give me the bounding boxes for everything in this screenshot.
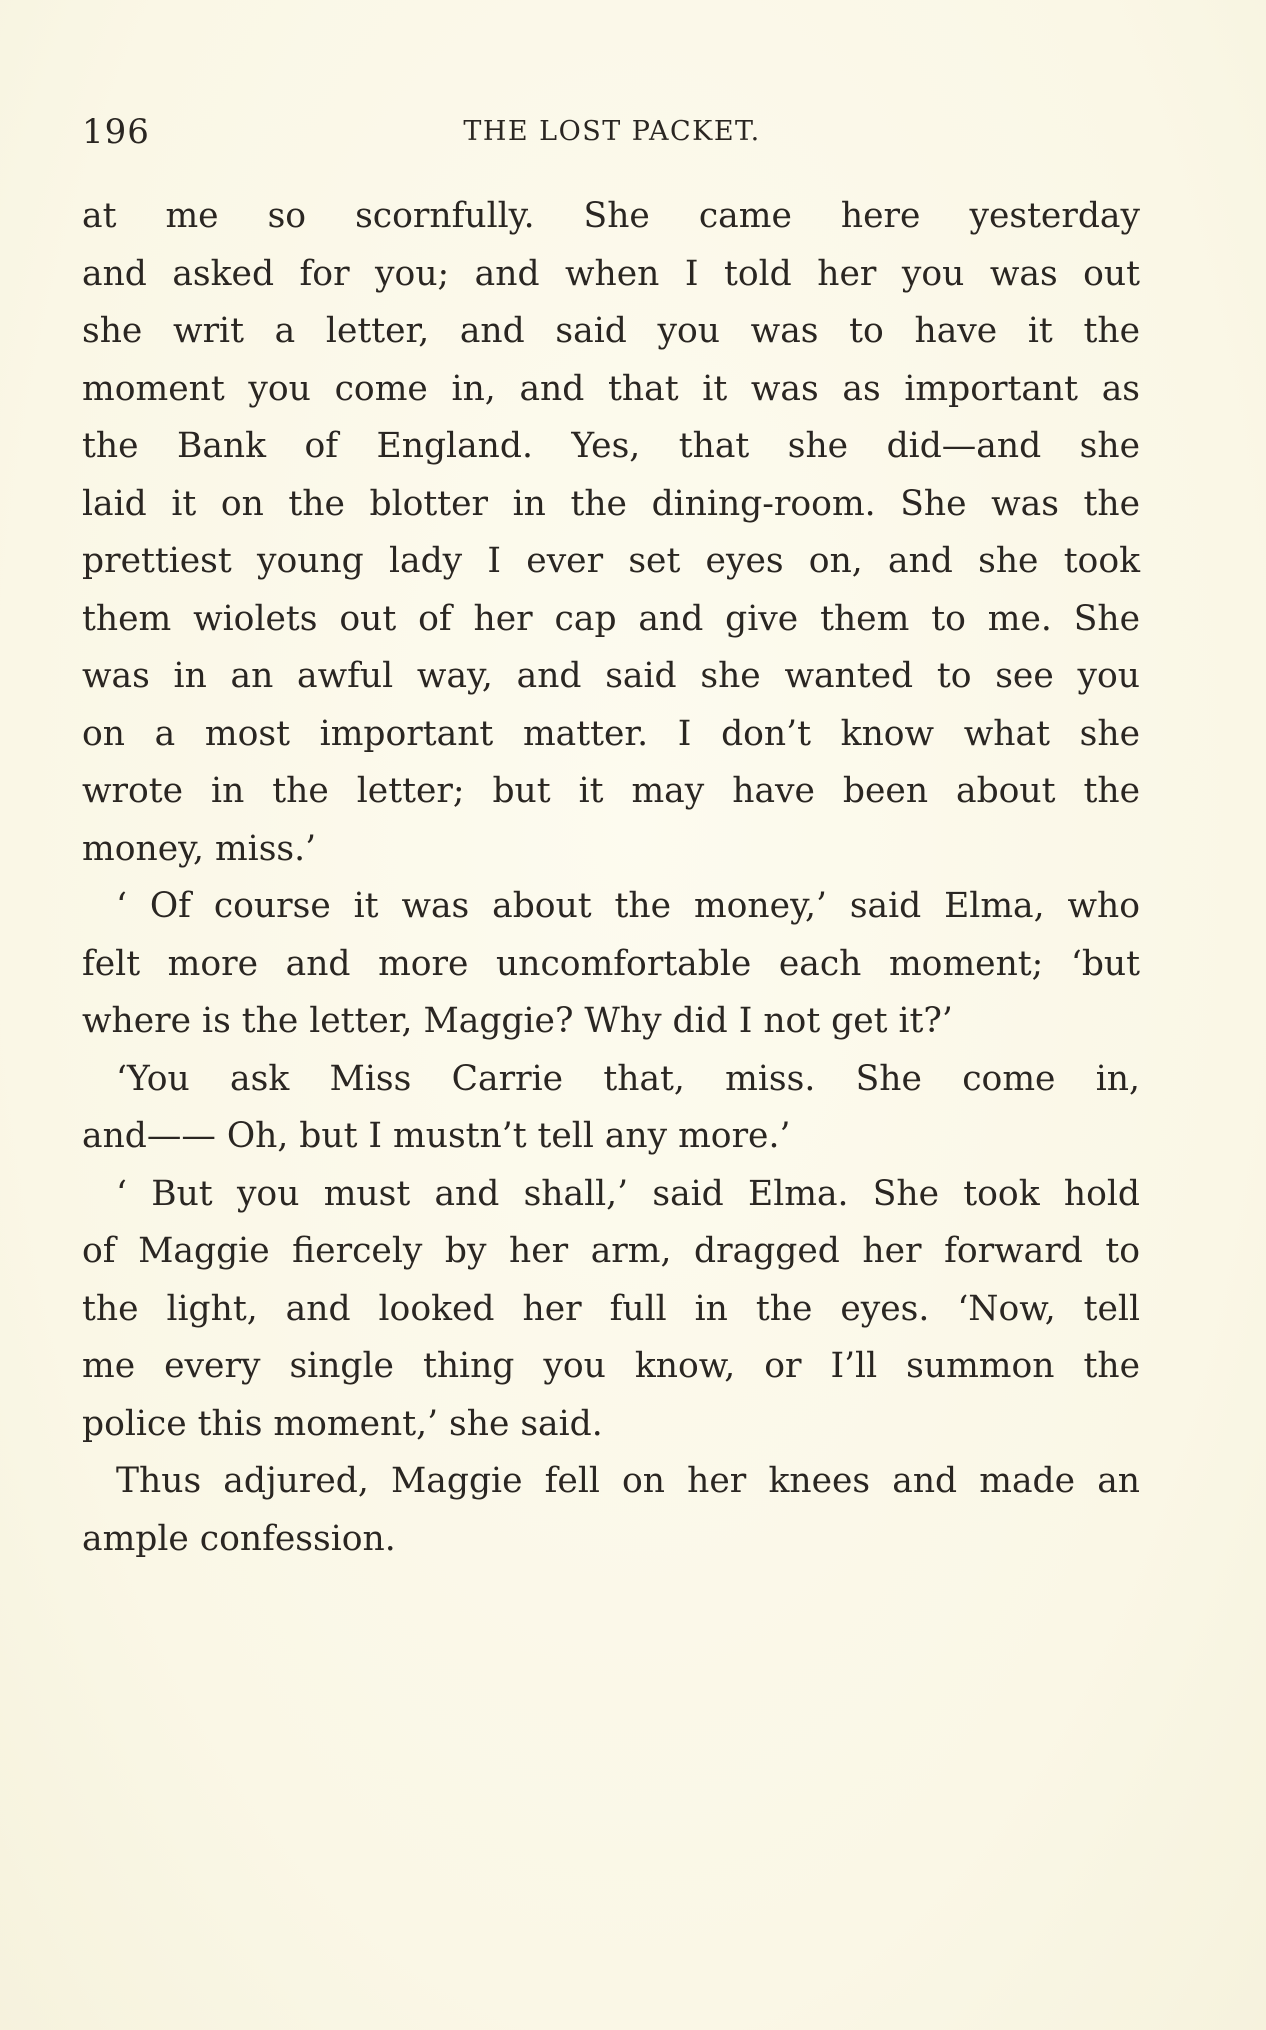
page-number: 196	[82, 112, 150, 152]
text-line: of Maggie fiercely by her arm, dragged her forward to	[82, 1231, 1140, 1271]
text-line: ‘ Of course it was about the money,’ said Elma, who	[116, 886, 1140, 926]
text-line: on a most important matter. I don’t know what she	[82, 713, 1140, 754]
text-line: Thus adjured, Maggie fell on her knees and made an	[116, 1461, 1140, 1501]
text-line: prettiest young lady I ever set eyes on, and she took	[82, 541, 1140, 581]
page-header	[82, 112, 1142, 152]
text-line: me every single thing you know, or I’ll summon the	[82, 1346, 1140, 1386]
text-line: wrote in the letter; but it may have been about the	[82, 771, 1140, 811]
text-line: ‘You ask Miss Carrie that, miss. She come in,	[116, 1058, 1140, 1099]
text-line: where is the letter, Maggie? Why did I not get it?’	[82, 1001, 953, 1041]
text-line: money, miss.’	[82, 828, 317, 869]
text-line: and—— Oh, but I mustn’t tell any more.’	[82, 1116, 791, 1156]
text-line: felt more and more uncomfortable each moment; ‘but	[82, 943, 1140, 984]
text-line: laid it on the blotter in the dining-room. She was the	[82, 483, 1140, 524]
text-line: was in an awful way, and said she wanted to see you	[82, 656, 1140, 696]
text-line: and asked for you; and when I told her you was out	[82, 253, 1140, 294]
body-text	[82, 188, 1140, 1568]
text-line: moment you come in, and that it was as important as	[82, 368, 1140, 409]
text-line: ample confession.	[82, 1518, 396, 1559]
text-line: ‘ But you must and shall,’ said Elma. She took hold	[116, 1173, 1140, 1214]
running-title: THE LOST PACKET.	[463, 116, 761, 147]
text-line: them wiolets out of her cap and give them to me. She	[82, 598, 1140, 639]
text-line: police this moment,’ she said.	[82, 1403, 603, 1444]
text-line: the Bank of England. Yes, that she did—and she	[82, 426, 1140, 466]
text-line: she writ a letter, and said you was to have it the	[82, 311, 1140, 351]
text-line: at me so scornfully. She came here yesterday	[82, 196, 1140, 236]
text-line: the light, and looked her full in the eyes. ‘Now, tell	[82, 1288, 1140, 1329]
